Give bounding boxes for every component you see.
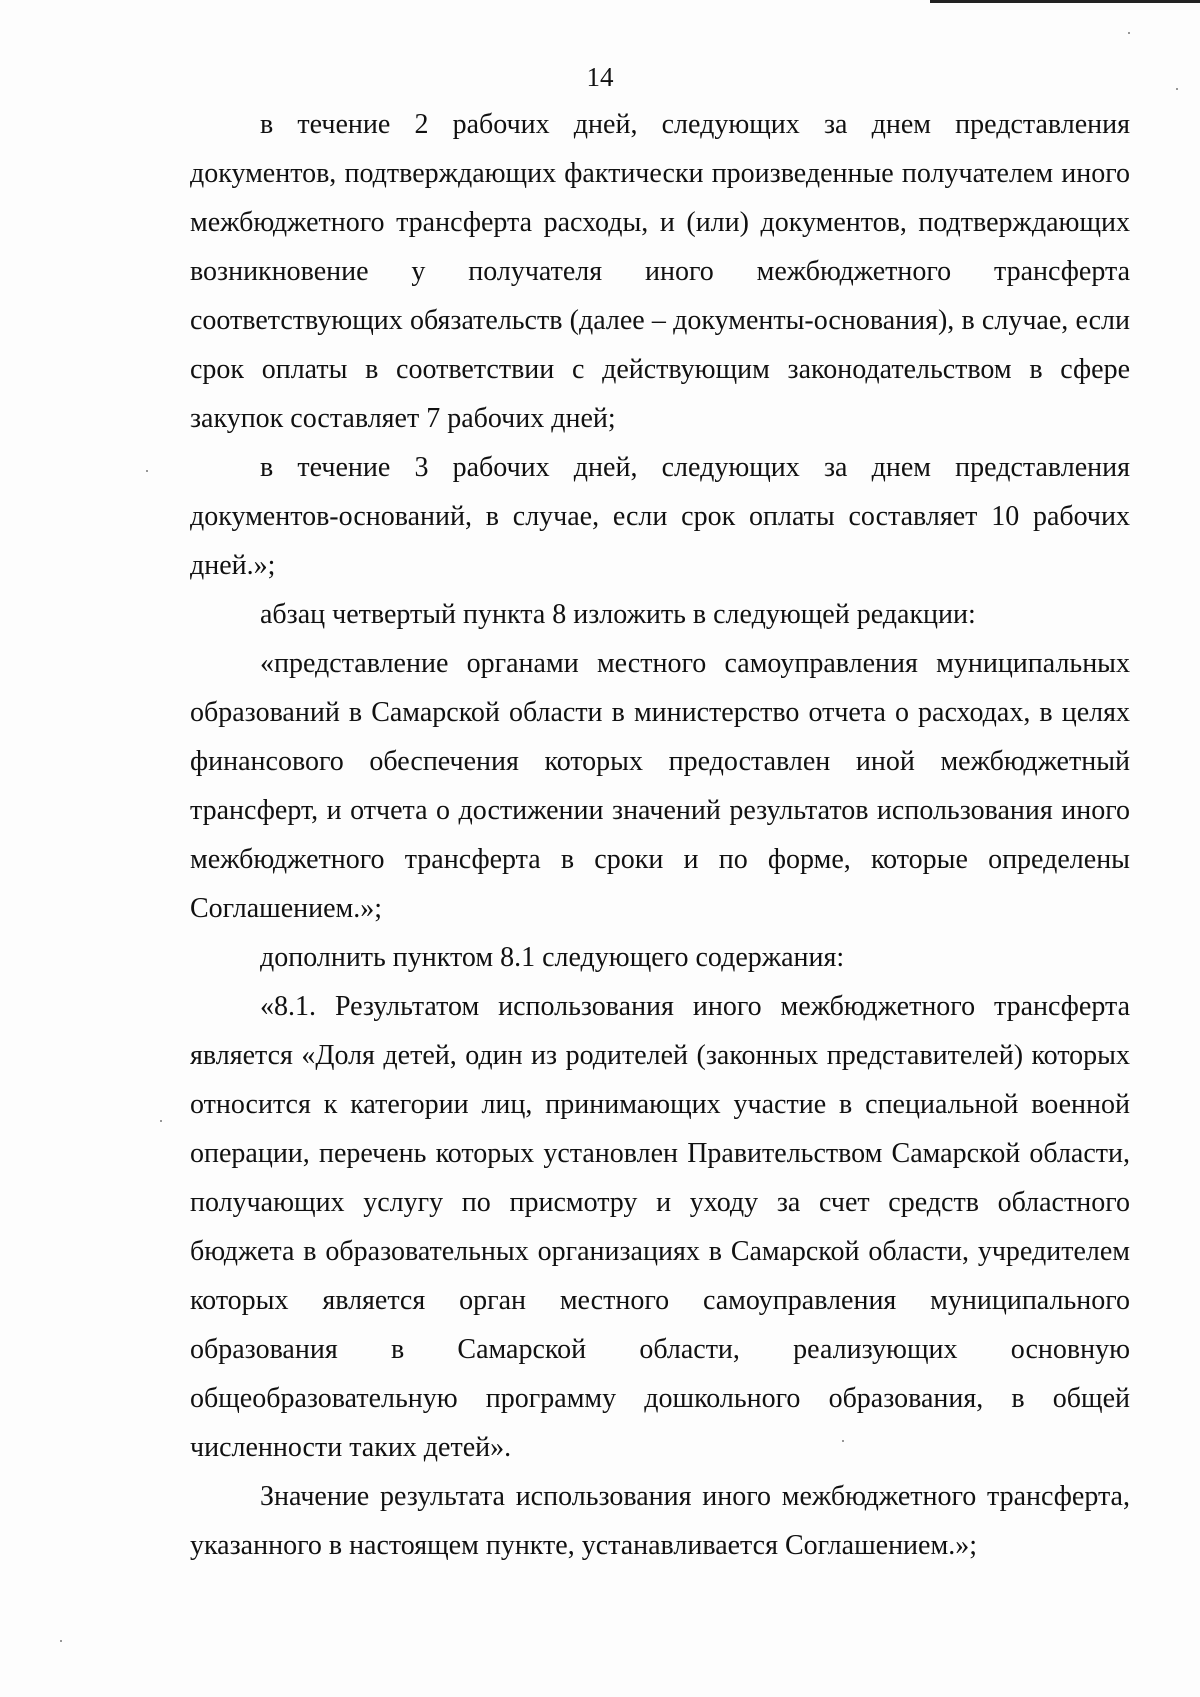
- scan-speck: [146, 470, 148, 472]
- scan-speck: [1128, 32, 1130, 34]
- scan-speck: [160, 1120, 162, 1122]
- scan-top-rule: [930, 0, 1200, 3]
- paragraph: в течение 2 рабочих дней, следующих за днем представления документов, подтверждающих фактически произведенные получателем иного межбюджетного трансферта расходы, и (или) документов, подтверждающих возникновение у получателя иного межбюджетного трансферта соответствующих обязательств (далее – документы-основания), в случае, если срок оплаты в соответствии с действующим законодательством в сфере закупок составляет 7 рабочих дней;: [190, 109, 1130, 434]
- paragraph: дополнить пунктом 8.1 следующего содержания:: [260, 942, 845, 973]
- paragraph: в течение 3 рабочих дней, следующих за днем представления документов-оснований, в случае, если срок оплаты составляет 10 рабочих дней.»;: [190, 452, 1130, 581]
- paragraph: «8.1. Результатом использования иного межбюджетного трансферта является «Доля детей, один из родителей (законных представителей) которых относится к категории лиц, принимающих участие в специальной военной операции, перечень которых установлен Правительством Самарской области, получающих услугу по присмотру и уходу за счет средств областного бюджета в образовательных организациях в Самарской области, учредителем которых является орган местного самоуправления муниципального образования в Самарской области, реализующих основную общеобразовательную программу дошкольного образования, в общей численности таких детей».: [190, 991, 1130, 1463]
- page-number: 14: [586, 62, 614, 92]
- paragraph: «представление органами местного самоуправления муниципальных образований в Самарской области в министерство отчета о расходах, в целях финансового обеспечения которых предоставлен иной межбюджетный трансферт, и отчета о достижении значений результатов использования иного межбюджетного трансферта в сроки и по форме, которые определены Соглашением.»;: [190, 648, 1130, 924]
- paragraph: Значение результата использования иного межбюджетного трансферта, указанного в настоящем пункте, устанавливается Соглашением.»;: [190, 1481, 1130, 1561]
- document-body: [190, 100, 1130, 1570]
- scan-speck: [60, 1640, 62, 1642]
- paragraph: абзац четвертый пункта 8 изложить в следующей редакции:: [260, 599, 976, 630]
